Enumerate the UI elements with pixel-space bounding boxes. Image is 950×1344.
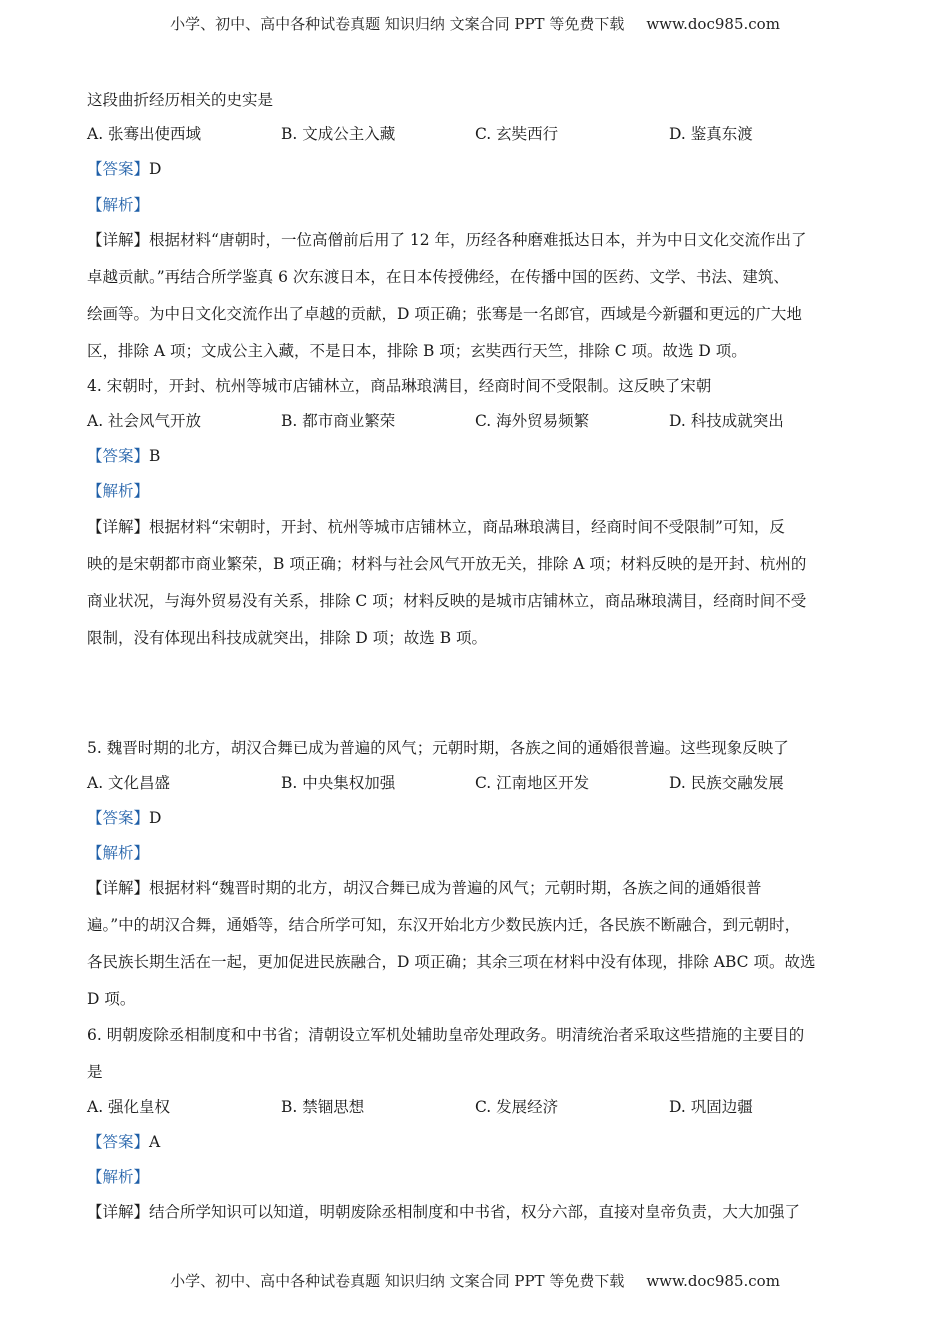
q6-option-d: D. 巩固边疆 [669,1098,753,1116]
page-footer [0,1270,950,1291]
q6-stem-cont: 是 [87,1063,103,1081]
q5-option-a: A. 文化昌盛 [87,774,171,792]
q4-detail-line: 映的是宋朝都市商业繁荣，B 项正确；材料与社会风气开放无关，排除 A 项；材料反映的是开封、杭州的 [87,555,807,573]
q6-detail-line [87,1202,800,1222]
q3-detail-text: 根据材料“唐朝时，一位高僧前后用了 12 年，历经各种磨难抵达日本，并为中日文化交流作出了 [149,231,807,249]
q4-stem: 4. 宋朝时，开封、杭州等城市店铺林立，商品琳琅满目，经商时间不受限制。这反映了宋朝 [87,377,712,395]
q3-detail-line: 卓越贡献。”再结合所学鉴真 6 次东渡日本，在日本传授佛经，在传播中国的医药、文学、书法、建筑、 [87,268,789,286]
footer-url[interactable]: www.doc985.com [646,1272,780,1290]
q6-option-a: A. 强化皇权 [87,1098,171,1116]
page-header [0,13,950,34]
q4-option-d: D. 科技成就突出 [669,412,784,430]
q4-answer-value: B [149,447,161,465]
analysis-label: 【解析】 [87,196,150,214]
q3-option-a: A. 张骞出使西域 [87,125,202,143]
q5-stem: 5. 魏晋时期的北方，胡汉合舞已成为普遍的风气；元朝时期，各族之间的通婚很普遍。这些现象反映了 [87,739,789,757]
q3-option-b: B. 文成公主入藏 [281,125,396,143]
q3-answer-value: D [149,160,162,178]
answer-label: 【答案】 [87,1133,150,1151]
q3-detail-line: 区，排除 A 项；文成公主入藏，不是日本，排除 B 项；玄奘西行天竺，排除 C 项。故选 D 项。 [87,342,747,360]
q3-option-c: C. 玄奘西行 [475,125,559,143]
q5-option-d: D. 民族交融发展 [669,774,784,792]
q4-answer [87,446,160,466]
q4-detail-line: 商业状况，与海外贸易没有关系，排除 C 项；材料反映的是城市店铺林立，商品琳琅满目，经商时间不受 [87,592,807,610]
header-text: 小学、初中、高中各种试卷真题 知识归纳 文案合同 PPT 等免费下载 [170,15,625,33]
detail-label: 【详解】 [87,1203,150,1221]
q4-option-b: B. 都市商业繁荣 [281,412,396,430]
analysis-label: 【解析】 [87,1168,150,1186]
q5-option-c: C. 江南地区开发 [475,774,590,792]
answer-label: 【答案】 [87,160,150,178]
q5-answer [87,808,161,828]
detail-label: 【详解】 [87,231,150,249]
footer-text: 小学、初中、高中各种试卷真题 知识归纳 文案合同 PPT 等免费下载 [170,1272,625,1290]
q6-option-c: C. 发展经济 [475,1098,559,1116]
q3-analysis [87,195,149,215]
q4-detail-line [87,517,785,537]
q5-detail-line: D 项。 [87,990,136,1008]
q5-detail-text: 根据材料“魏晋时期的北方，胡汉合舞已成为普遍的风气；元朝时期，各族之间的通婚很普 [149,879,762,897]
q5-option-b: B. 中央集权加强 [281,774,396,792]
answer-label: 【答案】 [87,809,150,827]
q4-analysis [87,481,149,501]
q6-analysis [87,1167,149,1187]
q3-detail-line [87,230,807,250]
q4-detail-line: 限制，没有体现出科技成就突出，排除 D 项；故选 B 项。 [87,629,488,647]
answer-label: 【答案】 [87,447,150,465]
q5-answer-value: D [149,809,162,827]
q6-option-b: B. 禁锢思想 [281,1098,365,1116]
q6-answer-value: A [149,1133,161,1151]
q5-detail-line: 各民族长期生活在一起，更加促进民族融合，D 项正确；其余三项在材料中没有体现，排除 ABC 项。故选 [87,953,816,971]
q3-detail-line: 绘画等。为中日文化交流作出了卓越的贡献，D 项正确；张骞是一名郎官，西域是今新疆和更远的广大地 [87,305,802,323]
q4-option-a: A. 社会风气开放 [87,412,202,430]
q6-stem: 6. 明朝废除丞相制度和中书省；清朝设立军机处辅助皇帝处理政务。明清统治者采取这些措施的主要目的 [87,1026,805,1044]
q3-option-d: D. 鉴真东渡 [669,125,753,143]
q4-detail-text: 根据材料“宋朝时，开封、杭州等城市店铺林立，商品琳琅满目，经商时间不受限制”可知，反 [149,518,785,536]
q6-answer [87,1132,160,1152]
q4-option-c: C. 海外贸易频繁 [475,412,590,430]
header-url[interactable]: www.doc985.com [646,15,780,33]
analysis-label: 【解析】 [87,482,150,500]
analysis-label: 【解析】 [87,844,150,862]
q5-analysis [87,843,149,863]
q6-detail-text: 结合所学知识可以知道，明朝废除丞相制度和中书省，权分六部，直接对皇帝负责，大大加强了 [149,1203,801,1221]
detail-label: 【详解】 [87,879,150,897]
q5-detail-line [87,878,761,898]
q3-stem: 这段曲折经历相关的史实是 [87,91,274,109]
q5-detail-line: 遍。”中的胡汉合舞，通婚等，结合所学可知，东汉开始北方少数民族内迁，各民族不断融合，到元朝时， [87,916,801,934]
q3-answer [87,159,161,179]
detail-label: 【详解】 [87,518,150,536]
